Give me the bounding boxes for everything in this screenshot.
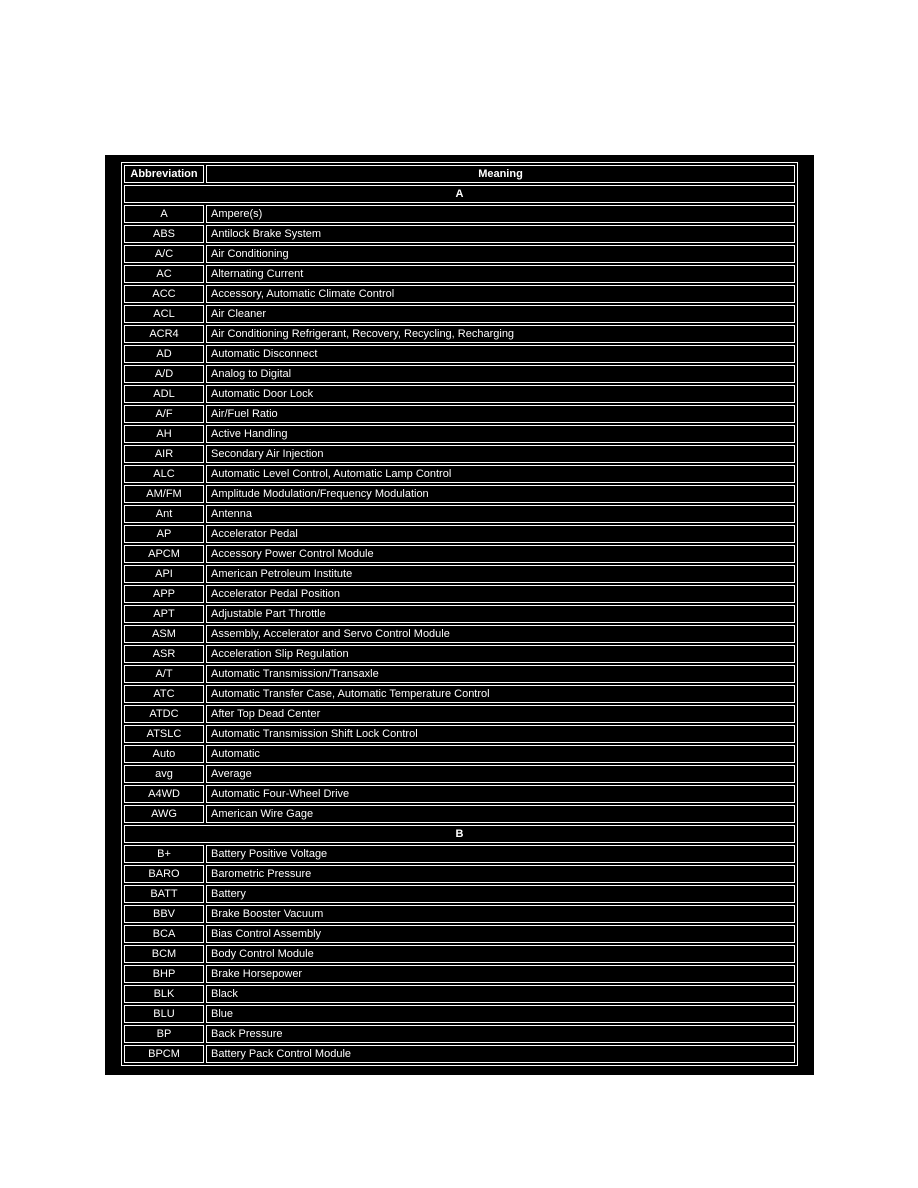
meaning-cell: Antenna [206, 505, 795, 523]
meaning-cell: Acceleration Slip Regulation [206, 645, 795, 663]
meaning-cell: Automatic Transfer Case, Automatic Temperature Control [206, 685, 795, 703]
table-row [124, 325, 795, 343]
table-header-row [124, 165, 795, 183]
abbreviation-cell: ACR4 [124, 325, 204, 343]
table-row [124, 425, 795, 443]
abbreviation-cell: A/T [124, 665, 204, 683]
table-row [124, 805, 795, 823]
abbreviation-cell: AIR [124, 445, 204, 463]
meaning-cell: Battery Positive Voltage [206, 845, 795, 863]
meaning-cell: Accessory Power Control Module [206, 545, 795, 563]
table-row [124, 785, 795, 803]
table-row [124, 945, 795, 963]
meaning-cell: Analog to Digital [206, 365, 795, 383]
meaning-cell: Back Pressure [206, 1025, 795, 1043]
meaning-cell: Battery Pack Control Module [206, 1045, 795, 1063]
table-row [124, 225, 795, 243]
meaning-cell: Automatic Transmission/Transaxle [206, 665, 795, 683]
table-row [124, 705, 795, 723]
abbreviation-table-body [124, 185, 795, 1063]
table-row [124, 1025, 795, 1043]
meaning-cell: Automatic Transmission Shift Lock Control [206, 725, 795, 743]
abbreviation-cell: BARO [124, 865, 204, 883]
abbreviation-cell: ASM [124, 625, 204, 643]
abbreviation-column-header: Abbreviation [124, 165, 204, 183]
abbreviation-cell: BATT [124, 885, 204, 903]
meaning-cell: Automatic [206, 745, 795, 763]
meaning-cell: Average [206, 765, 795, 783]
table-row [124, 1045, 795, 1063]
abbreviation-cell: BBV [124, 905, 204, 923]
abbreviation-cell: ADL [124, 385, 204, 403]
table-row [124, 445, 795, 463]
abbreviation-cell: AC [124, 265, 204, 283]
abbreviation-cell: Ant [124, 505, 204, 523]
abbreviation-cell: ALC [124, 465, 204, 483]
abbreviation-cell: API [124, 565, 204, 583]
meaning-cell: Air Conditioning [206, 245, 795, 263]
meaning-column-header: Meaning [206, 165, 795, 183]
table-row [124, 885, 795, 903]
table-row [124, 485, 795, 503]
meaning-cell: American Petroleum Institute [206, 565, 795, 583]
section-header-row [124, 825, 795, 843]
table-row [124, 385, 795, 403]
abbreviation-cell: ACC [124, 285, 204, 303]
meaning-cell: Accessory, Automatic Climate Control [206, 285, 795, 303]
table-row [124, 365, 795, 383]
table-row [124, 565, 795, 583]
abbreviation-table [121, 162, 798, 1066]
meaning-cell: Air/Fuel Ratio [206, 405, 795, 423]
meaning-cell: Adjustable Part Throttle [206, 605, 795, 623]
table-row [124, 965, 795, 983]
abbreviation-cell: BCA [124, 925, 204, 943]
abbreviation-cell: ATC [124, 685, 204, 703]
abbreviation-cell: ATSLC [124, 725, 204, 743]
meaning-cell: Accelerator Pedal [206, 525, 795, 543]
abbreviation-cell: ABS [124, 225, 204, 243]
meaning-cell: Battery [206, 885, 795, 903]
abbreviation-cell: BHP [124, 965, 204, 983]
table-row [124, 685, 795, 703]
meaning-cell: Active Handling [206, 425, 795, 443]
abbreviation-cell: APCM [124, 545, 204, 563]
table-row [124, 245, 795, 263]
meaning-cell: Body Control Module [206, 945, 795, 963]
table-row [124, 1005, 795, 1023]
table-row [124, 625, 795, 643]
abbreviation-table-block [105, 155, 814, 1075]
meaning-cell: Ampere(s) [206, 205, 795, 223]
table-row [124, 345, 795, 363]
meaning-cell: Blue [206, 1005, 795, 1023]
table-row [124, 925, 795, 943]
abbreviation-cell: Auto [124, 745, 204, 763]
table-row [124, 285, 795, 303]
meaning-cell: Barometric Pressure [206, 865, 795, 883]
meaning-cell: After Top Dead Center [206, 705, 795, 723]
meaning-cell: Secondary Air Injection [206, 445, 795, 463]
abbreviation-cell: A/D [124, 365, 204, 383]
table-row [124, 465, 795, 483]
abbreviation-cell: ACL [124, 305, 204, 323]
table-row [124, 525, 795, 543]
meaning-cell: Black [206, 985, 795, 1003]
meaning-cell: Assembly, Accelerator and Servo Control Module [206, 625, 795, 643]
table-row [124, 605, 795, 623]
abbreviation-cell: APT [124, 605, 204, 623]
abbreviation-cell: AH [124, 425, 204, 443]
abbreviation-cell: BP [124, 1025, 204, 1043]
meaning-cell: Automatic Door Lock [206, 385, 795, 403]
meaning-cell: Air Conditioning Refrigerant, Recovery, Recycling, Recharging [206, 325, 795, 343]
abbreviation-cell: AWG [124, 805, 204, 823]
abbreviation-cell: A4WD [124, 785, 204, 803]
section-letter: B [124, 825, 795, 843]
meaning-cell: American Wire Gage [206, 805, 795, 823]
meaning-cell: Automatic Disconnect [206, 345, 795, 363]
table-row [124, 665, 795, 683]
abbreviation-cell: AP [124, 525, 204, 543]
abbreviation-cell: AM/FM [124, 485, 204, 503]
meaning-cell: Automatic Four-Wheel Drive [206, 785, 795, 803]
table-row [124, 865, 795, 883]
meaning-cell: Automatic Level Control, Automatic Lamp Control [206, 465, 795, 483]
table-row [124, 745, 795, 763]
abbreviation-cell: B+ [124, 845, 204, 863]
abbreviation-cell: A/F [124, 405, 204, 423]
meaning-cell: Accelerator Pedal Position [206, 585, 795, 603]
table-row [124, 305, 795, 323]
abbreviation-cell: APP [124, 585, 204, 603]
abbreviation-cell: BLK [124, 985, 204, 1003]
section-letter: A [124, 185, 795, 203]
table-row [124, 765, 795, 783]
table-row [124, 405, 795, 423]
abbreviation-cell: BCM [124, 945, 204, 963]
meaning-cell: Amplitude Modulation/Frequency Modulation [206, 485, 795, 503]
abbreviation-cell: A [124, 205, 204, 223]
table-row [124, 545, 795, 563]
meaning-cell: Brake Booster Vacuum [206, 905, 795, 923]
abbreviation-cell: AD [124, 345, 204, 363]
meaning-cell: Air Cleaner [206, 305, 795, 323]
table-row [124, 725, 795, 743]
table-row [124, 985, 795, 1003]
abbreviation-cell: BLU [124, 1005, 204, 1023]
table-row [124, 505, 795, 523]
abbreviation-cell: avg [124, 765, 204, 783]
section-header-row [124, 185, 795, 203]
abbreviation-cell: BPCM [124, 1045, 204, 1063]
meaning-cell: Brake Horsepower [206, 965, 795, 983]
table-row [124, 585, 795, 603]
meaning-cell: Bias Control Assembly [206, 925, 795, 943]
table-row [124, 905, 795, 923]
meaning-cell: Antilock Brake System [206, 225, 795, 243]
abbreviation-cell: A/C [124, 245, 204, 263]
meaning-cell: Alternating Current [206, 265, 795, 283]
abbreviation-cell: ATDC [124, 705, 204, 723]
table-row [124, 645, 795, 663]
abbreviation-cell: ASR [124, 645, 204, 663]
table-row [124, 205, 795, 223]
table-row [124, 845, 795, 863]
table-row [124, 265, 795, 283]
